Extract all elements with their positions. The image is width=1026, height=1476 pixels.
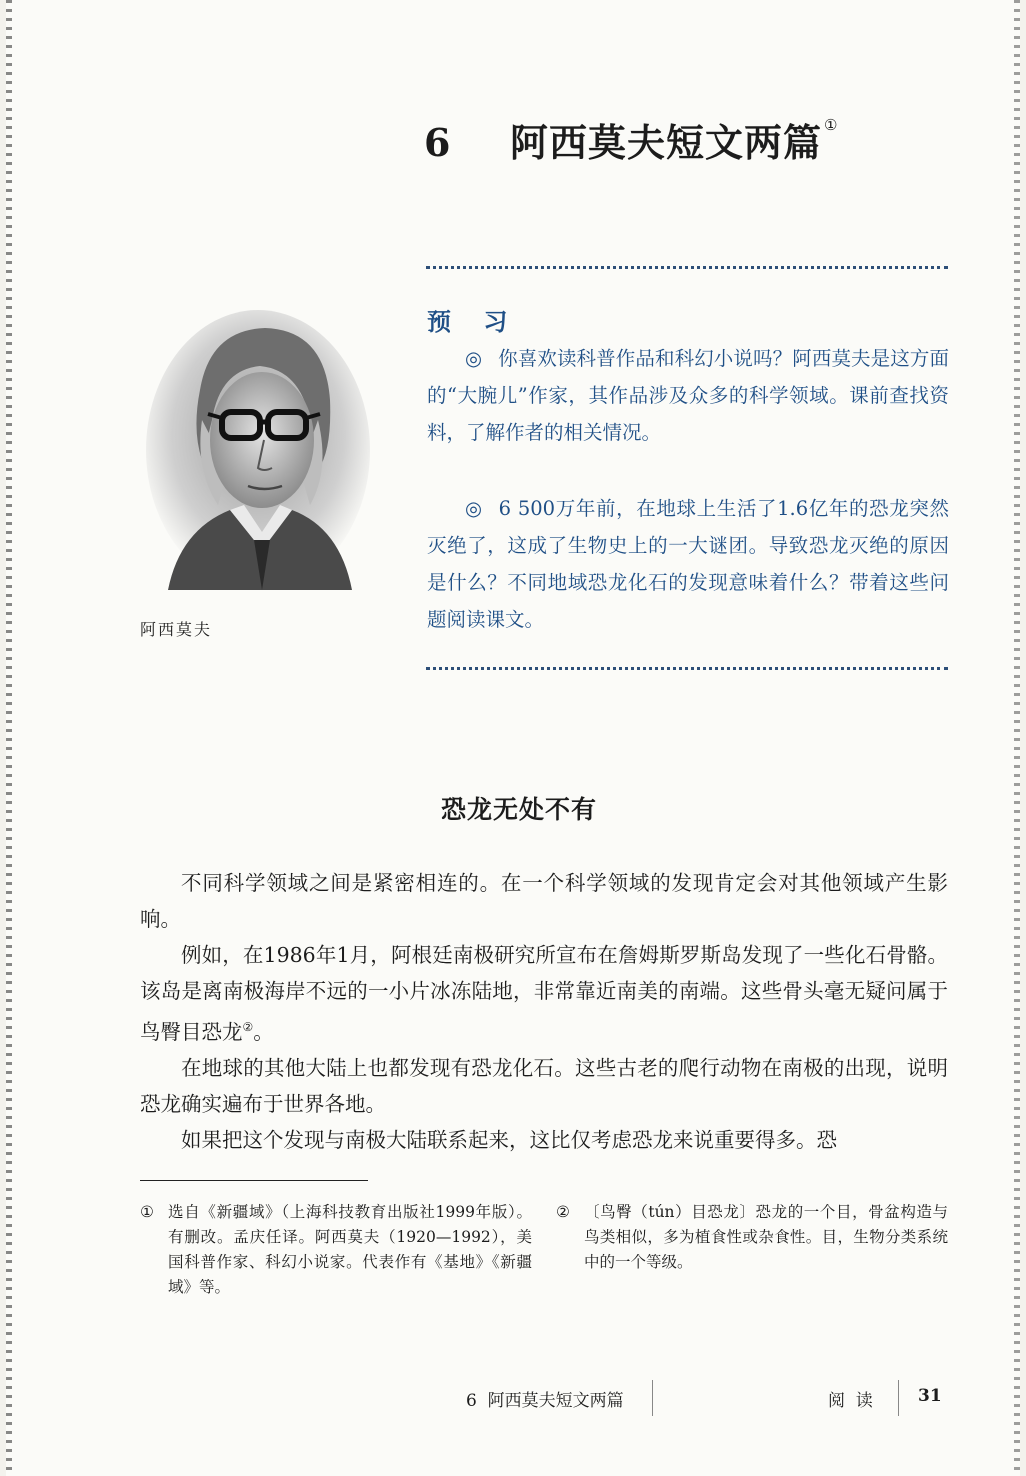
footnote-mark: ① — [140, 1203, 154, 1221]
footnote-2 — [556, 1200, 948, 1275]
page-number: 31 — [918, 1386, 942, 1406]
footnote-ref-2[interactable]: ② — [242, 1020, 254, 1034]
body-text — [140, 865, 948, 1158]
dotted-divider-bottom — [426, 667, 948, 670]
textbook-page — [6, 0, 1020, 1476]
lesson-number: 6 — [424, 120, 452, 165]
paragraph-end: 。 — [253, 1019, 274, 1044]
running-head-section: 阅 读 — [828, 1391, 873, 1411]
preview-paragraph-1 — [427, 340, 949, 451]
author-portrait — [140, 300, 370, 590]
portrait-caption: 阿西莫夫 — [140, 620, 213, 639]
paragraph: 如果把这个发现与南极大陆联系起来，这比仅考虑恐龙来说重要得多。恐 — [181, 1127, 837, 1152]
bullet-icon: ◎ — [465, 497, 483, 520]
preview-text-1: 你喜欢读科普作品和科幻小说吗？阿西莫夫是这方面的“大腕儿”作家，其作品涉及众多的科学领域。课前查找资料，了解作者的相关情况。 — [427, 347, 949, 444]
scan-edge-left — [6, 0, 12, 1476]
paragraph-text: 例如，在1986年1月，阿根廷南极研究所宣布在詹姆斯罗斯岛发现了一些化石骨骼。该岛是离南极海岸不远的一小片冰冻陆地，非常靠近南美的南端。这些骨头毫无疑问属于鸟臀目恐龙 — [140, 943, 948, 1044]
footnote-mark: ② — [556, 1203, 570, 1221]
section-title: 恐龙无处不有 — [440, 795, 597, 824]
running-head-lesson: 6 阿西莫夫短文两篇 — [466, 1391, 624, 1411]
preview-heading: 预 习 — [427, 307, 520, 336]
lesson-title — [424, 112, 838, 167]
lesson-title-text: 阿西莫夫短文两篇 — [510, 120, 823, 165]
footer-divider — [652, 1380, 653, 1416]
dotted-divider-top — [426, 266, 948, 269]
footnote-1 — [140, 1200, 532, 1300]
preview-paragraph-2 — [427, 490, 949, 638]
footnote-text: 〔鸟臀（tún）目恐龙〕恐龙的一个目，骨盆构造与鸟类相似，多为植食性或杂食性。目，生物分类系统中的一个等级。 — [584, 1203, 948, 1271]
footnote-rule — [140, 1180, 368, 1181]
preview-text-2: 6 500万年前，在地球上生活了1.6亿年的恐龙突然灭绝了，这成了生物史上的一大谜团。导致恐龙灭绝的原因是什么？不同地域恐龙化石的发现意味着什么？带着这些问题阅读课文。 — [427, 497, 949, 631]
footnote-ref-1[interactable]: ① — [824, 116, 839, 134]
bullet-icon: ◎ — [465, 347, 483, 370]
paragraph: 不同科学领域之间是紧密相连的。在一个科学领域的发现肯定会对其他领域产生影响。 — [140, 871, 948, 931]
footnote-text: 选自《新疆域》（上海科技教育出版社1999年版）。有删改。孟庆任译。阿西莫夫（1920—1992），美国科普作家、科幻小说家。代表作有《基地》《新疆域》等。 — [168, 1203, 532, 1296]
scan-edge-right — [1014, 0, 1020, 1476]
paragraph — [140, 937, 948, 1050]
footer-divider — [898, 1380, 899, 1416]
paragraph: 在地球的其他大陆上也都发现有恐龙化石。这些古老的爬行动物在南极的出现，说明恐龙确实遍布于世界各地。 — [140, 1055, 948, 1116]
